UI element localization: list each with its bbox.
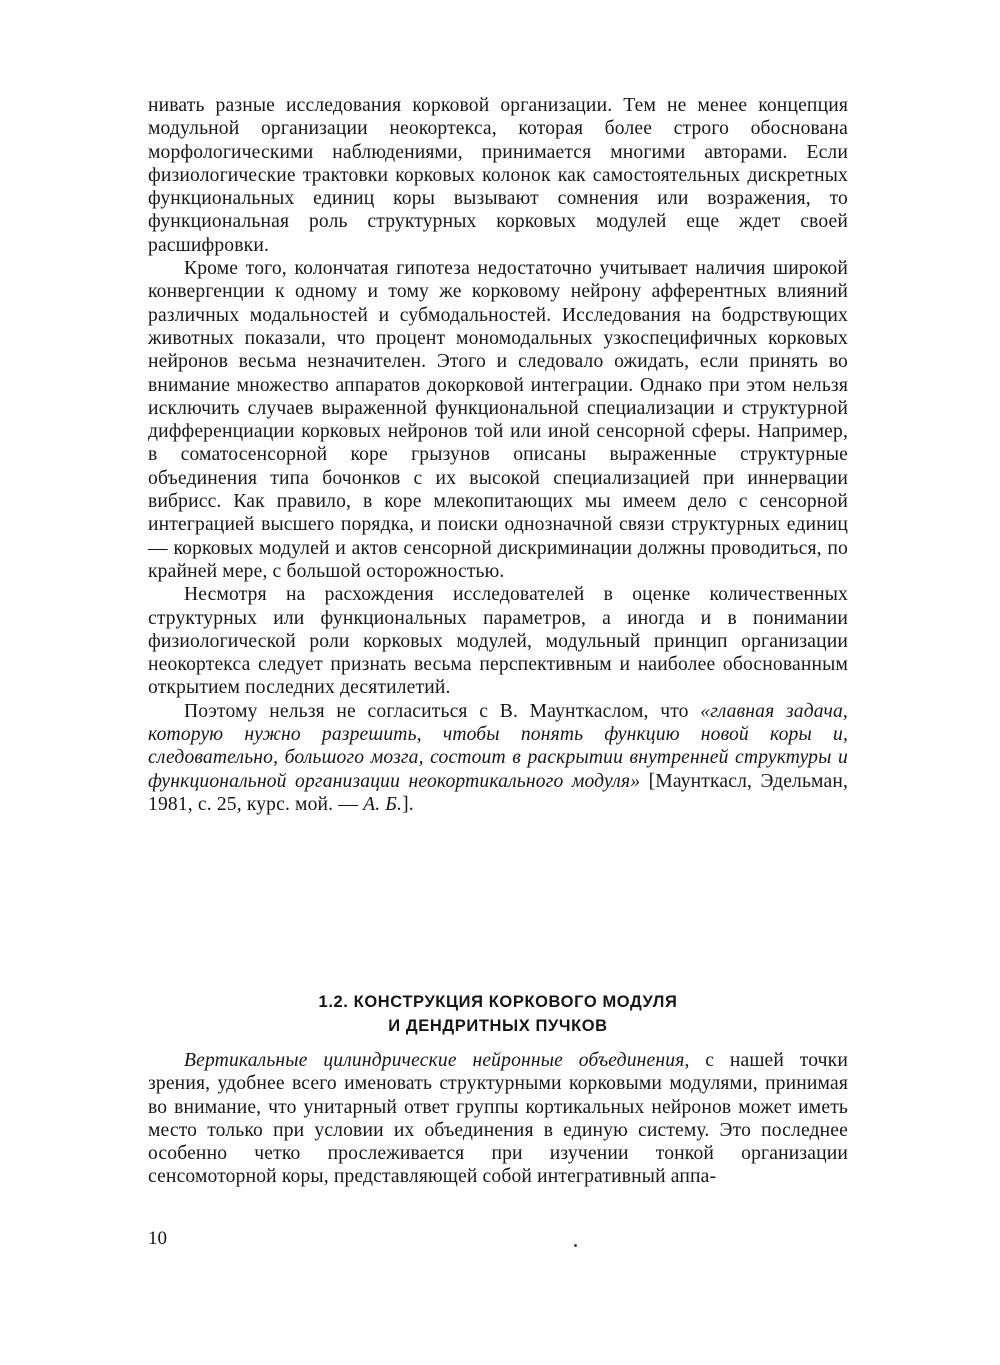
scan-speck	[574, 1244, 577, 1247]
section-heading-line-2: И ДЕНДРИТНЫХ ПУЧКОВ	[388, 1017, 608, 1035]
paragraph-4-quote	[148, 700, 848, 816]
section-heading	[148, 990, 848, 1038]
paragraph-4-intro: Поэтому нельзя не согласиться с В. Маунткаслом, что	[184, 700, 701, 722]
paragraph-3	[148, 583, 848, 699]
paragraph-4-initials: А. Б.	[363, 793, 403, 815]
paragraph-1-text: нивать разные исследования корковой организации. Тем не менее концепция модульной организации неокортекса, которая более строго обоснована морфологическими наблюдениями, принимается многими авторами. Если физиологические трактовки корковых колонок как самостоятельных дискретных функциональных единиц коры вызывают сомнения или возражения, то функциональная роль структурных корковых модулей еще ждет своей расшифровки.	[148, 95, 848, 256]
paragraph-2-text: Кроме того, колончатая гипотеза недостаточно учитывает наличия широкой конвергенции к одному и тому же корковому нейрону афферентных влияний различных модальностей и субмодальностей. Исследования на бодрствующих животных показали, что процент мономодальных узкоспецифичных корковых нейронов весьма незначителен. Этого и следовало ожидать, если принять во внимание множество аппаратов докорковой интеграции. Однако при этом нельзя исключить случаев выраженной функциональной специализации и структурной дифференциации корковых нейронов той или иной сенсорной сферы. Например, в соматосенсорной коре грызунов описаны выраженные структурные объединения типа бочонков с их высокой специализацией при иннервации вибрисс. Как правило, в коре млекопитающих мы имеем дело с сенсорной интеграцией высшего порядка, и поиски однозначной связи структурных единиц — корковых модулей и актов сенсорной дискриминации должны проводиться, по крайней мере, с большой осторожностью.	[148, 258, 848, 582]
paragraph-5	[148, 1049, 848, 1189]
paragraph-3-text: Несмотря на расхождения исследователей в оценке количественных структурных или функциональных параметров, а иногда и в понимании физиологической роли корковых модулей, модульный принцип организации неокортекса следует признать весьма перспективным и наиболее обоснованным открытием последних десятилетий.	[148, 584, 848, 699]
paragraph-1	[148, 94, 848, 257]
paragraph-5-text: , с нашей точки зрения, удобнее всего именовать структурными корковыми модулями, принимая во внимание, что унитарный ответ группы кортикальных нейронов может иметь место только при условии их объединения в единую систему. Это последнее особенно четко прослеживается при изучении тонкой организации сенсомоторной коры, представляющей собой интегративный аппа-	[148, 1050, 848, 1188]
body-text-bottom	[148, 1049, 848, 1189]
paragraph-4-closing: ].	[402, 793, 414, 815]
paragraph-4-quotation: «главная задача, которую нужно разрешить, чтобы понять функцию новой коры и, следовательно, большого мозга, состоит в раскрытии внутренней структуры и функциональной организации неокортикального модуля»	[148, 700, 848, 792]
paragraph-4-citation: [Маунткасл, Эдельман, 1981, с. 25, курс. мой. —	[148, 770, 848, 815]
paragraph-5-italic-lead: Вертикальные цилиндрические нейронные объединения	[184, 1050, 685, 1071]
body-text-top	[148, 94, 848, 816]
section-heading-line-1: 1.2. КОНСТРУКЦИЯ КОРКОВОГО МОДУЛЯ	[318, 993, 678, 1011]
paragraph-2	[148, 257, 848, 583]
page-number: 10	[148, 1228, 167, 1249]
